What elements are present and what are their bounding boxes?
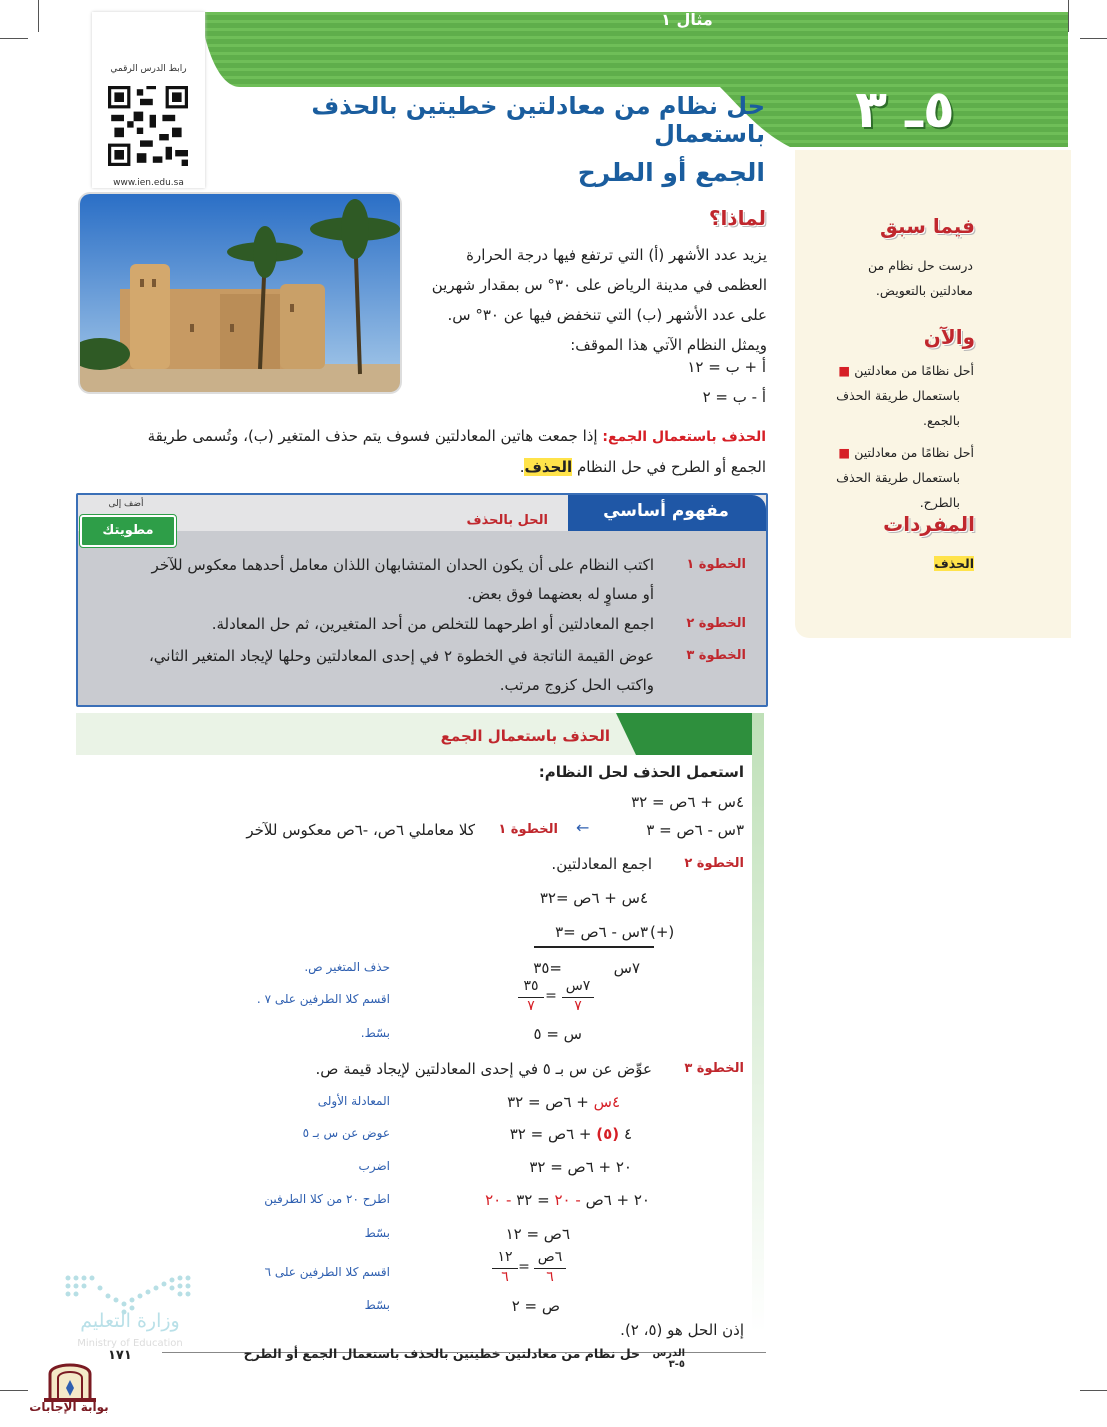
elimination-term[interactable]: الحذف bbox=[524, 458, 573, 476]
why-line: ويمثل النظام الآتي هذا الموقف: bbox=[570, 336, 767, 354]
addition-line-2: ٣س - ٦ص =٣ bbox=[555, 923, 648, 941]
gateway-name: بوابة الإجابات bbox=[29, 1400, 109, 1414]
concept-step-line: واكتب الحل كزوج مرتب. bbox=[499, 676, 654, 694]
elimination-paragraph bbox=[74, 421, 766, 482]
lesson-subtitle: الجمع أو الطرح bbox=[577, 158, 765, 187]
note-simplify-2: بسّط bbox=[364, 1226, 390, 1240]
fraction-numerator: ٣٥ bbox=[523, 978, 539, 994]
addition-line-1: ٤س + ٦ص =٣٢ bbox=[539, 889, 648, 907]
elimination-heading: الحذف باستعمال الجمع: bbox=[602, 429, 766, 445]
crop-mark bbox=[1068, 0, 1069, 32]
substitution-rest: + ٦ص = ٣٢ bbox=[509, 1125, 592, 1143]
before-text bbox=[820, 253, 973, 303]
now-item-line: بالجمع. bbox=[922, 413, 960, 428]
example-step-3-label: الخطوة ٣ bbox=[684, 1061, 744, 1076]
vocab-item[interactable]: الحذف bbox=[934, 556, 974, 571]
system-equation-1: ٤س + ٦ص = ٣٢ bbox=[631, 793, 744, 811]
vocab-heading: المفردات bbox=[883, 512, 975, 536]
why-paragraph bbox=[405, 240, 767, 360]
before-text-line: درست حل نظام من bbox=[868, 258, 973, 273]
fraction-numerator: ٦ص bbox=[537, 1249, 563, 1265]
ministry-name: وزارة التعليم bbox=[80, 1310, 180, 1332]
concept-step-3-label: الخطوة ٣ bbox=[686, 648, 746, 663]
qr-label: رابط الدرس الرقمي bbox=[110, 64, 187, 74]
fraction-numerator: ١٢ bbox=[497, 1249, 513, 1265]
add-to-label: أضف إلى bbox=[108, 499, 144, 509]
fraction-denominator: ٧ bbox=[574, 998, 582, 1014]
equals-sign: = bbox=[545, 988, 557, 1004]
note-substitute: عوض عن س بـ ٥ bbox=[302, 1126, 390, 1140]
sum-left: ٧س bbox=[613, 959, 640, 977]
ministry-name-en: Ministry of Education bbox=[77, 1338, 183, 1349]
substitution-coef: ٤ bbox=[623, 1125, 632, 1143]
note-divide-6: اقسم كلا الطرفين على ٦ bbox=[264, 1265, 390, 1279]
now-item-line: باستعمال طريقة الحذف bbox=[836, 470, 960, 485]
highlight-term: (٥) bbox=[596, 1125, 620, 1143]
ministry-logo-icon bbox=[60, 1250, 210, 1350]
page-number: ١٧١ bbox=[108, 1348, 132, 1363]
crop-mark bbox=[0, 38, 28, 39]
highlight-term: ٤س bbox=[593, 1093, 620, 1111]
sum-right: =٣٥ bbox=[533, 959, 562, 977]
elimination-text: الجمع أو الطرح في حل النظام bbox=[576, 458, 766, 476]
example-step-2-text: اجمع المعادلتين. bbox=[551, 855, 652, 873]
substitution-line-2 bbox=[460, 1122, 632, 1146]
qr-url[interactable]: www.ien.edu.sa bbox=[113, 178, 184, 188]
note-simplify-3: بسّط bbox=[364, 1298, 390, 1312]
lesson-number: ٥ـ ٣ bbox=[855, 80, 955, 140]
highlight-term: - ٢٠ bbox=[485, 1191, 512, 1209]
concept-step-line: اكتب النظام على أن يكون الحدان المتشابهان اللذان معامل أحدهما معكوس للآخر bbox=[151, 556, 654, 574]
example-side-bar bbox=[752, 713, 764, 1333]
concept-step-2-label: الخطوة ٢ bbox=[686, 616, 746, 631]
concept-step-3-text bbox=[88, 642, 654, 700]
concept-step-1-label: الخطوة ١ bbox=[686, 557, 746, 572]
crop-mark bbox=[1080, 38, 1107, 39]
key-concept-box bbox=[76, 493, 768, 707]
before-text-line: معادلتين بالتعويض. bbox=[875, 283, 973, 298]
now-item-line: باستعمال طريقة الحذف bbox=[836, 388, 960, 403]
qr-box bbox=[92, 12, 205, 188]
now-item-line: أحل نظامًا من معادلتين bbox=[854, 445, 974, 460]
elimination-end: . bbox=[519, 458, 525, 476]
fort-photo bbox=[78, 192, 402, 394]
why-heading: لماذا؟ bbox=[708, 206, 766, 230]
fraction-denominator: ٦ bbox=[501, 1269, 509, 1285]
concept-step-line: عوض القيمة الناتجة في الخطوة ٢ في إحدى المعادلتين وحلها لإيجاد المتغير الثاني، bbox=[148, 647, 654, 665]
example-step-2-label: الخطوة ٢ bbox=[684, 856, 744, 871]
note-multiply: اضرب bbox=[358, 1159, 390, 1173]
bullet-icon: ■ bbox=[838, 445, 851, 460]
crop-mark bbox=[0, 1390, 28, 1391]
substitution-line-3: ٢٠ + ٦ص = ٣٢ bbox=[529, 1158, 632, 1176]
note-subtract: اطرح ٢٠ من كلا الطرفين bbox=[264, 1192, 390, 1206]
why-line: يزيد عدد الأشهر (أ) التي ترتفع فيها درجة الحرارة bbox=[466, 246, 767, 264]
now-item-line: بالطرح. bbox=[919, 495, 960, 510]
key-concept-name: الحل بالحذف bbox=[466, 513, 548, 528]
note-divide: اقسم كلا الطرفين على ٧ . bbox=[256, 992, 390, 1006]
arrow-icon: ← bbox=[576, 818, 590, 837]
concept-step-line: أو مساوٍ له بعضهما فوق بعض. bbox=[467, 585, 654, 603]
substitution-line-4 bbox=[430, 1188, 650, 1212]
substitution-line-1 bbox=[460, 1090, 620, 1114]
example-step-1-text: كلا معاملي ٦ص، -٦ص معكوس للآخر bbox=[246, 821, 475, 839]
why-line: العظمى في مدينة الرياض على ٣٠° س بمقدار شهرين bbox=[431, 276, 767, 294]
example-intro: استعمل الحذف لحل النظام: bbox=[538, 763, 744, 781]
fraction-denominator: ٦ bbox=[546, 1269, 554, 1285]
now-item-2 bbox=[806, 440, 974, 515]
equals-sign: = bbox=[518, 1259, 530, 1275]
concept-step-2-text bbox=[98, 610, 654, 639]
now-item-line: أحل نظامًا من معادلتين bbox=[854, 363, 974, 378]
lesson-title: حل نظام من معادلتين خطيتين بالحذف باستعمال bbox=[311, 92, 765, 148]
vocab-list bbox=[900, 553, 974, 572]
concept-step-line: اجمع المعادلتين أو اطرحهما للتخلص من أحد المتغيرين، ثم حل المعادلة. bbox=[211, 615, 654, 633]
footer-title: حل نظام من معادلتين خطيتين بالحذف باستعمال الجمع أو الطرح bbox=[243, 1346, 640, 1361]
example-step-1-label: الخطوة ١ bbox=[498, 822, 558, 837]
addition-operator: (+) bbox=[650, 923, 675, 941]
fraction-denominator: ٧ bbox=[527, 998, 535, 1014]
note-eliminate: حذف المتغير ص. bbox=[304, 960, 390, 974]
substitution-part: = ٣٢ bbox=[516, 1191, 550, 1209]
note-simplify: بسّط. bbox=[360, 1026, 390, 1040]
result-x: س = ٥ bbox=[533, 1025, 582, 1043]
example-step-3-text: عوِّض عن س بـ ٥ في إحدى المعادلتين لإيجاد قيمة ص. bbox=[315, 1060, 652, 1078]
before-heading: فيما سبق bbox=[880, 214, 975, 238]
bullet-icon: ■ bbox=[838, 363, 851, 378]
crop-mark bbox=[38, 0, 39, 32]
example-conclusion: إذن الحل هو (٥، ٢). bbox=[620, 1321, 744, 1339]
note-first-equation: المعادلة الأولى bbox=[317, 1094, 390, 1108]
sum-rule bbox=[534, 946, 654, 948]
why-line: على عدد الأشهر (ب) التي تنخفض فيها عن ٣٠° س. bbox=[447, 306, 767, 324]
highlight-term: - ٢٠ bbox=[554, 1191, 581, 1209]
crop-mark bbox=[1080, 1390, 1107, 1391]
substitution-part: ٢٠ + ٦ص bbox=[585, 1191, 650, 1209]
footer-lesson: الدرس ٥-٣ bbox=[652, 1348, 685, 1370]
qr-code-icon[interactable] bbox=[108, 86, 188, 166]
example-title: الحذف باستعمال الجمع bbox=[440, 727, 610, 745]
system-equation-2: ٣س - ٦ص = ٣ bbox=[646, 821, 744, 839]
substitution-rest: + ٦ص = ٣٢ bbox=[507, 1093, 589, 1111]
result-y: ص = ٢ bbox=[511, 1297, 560, 1315]
now-item-1 bbox=[806, 358, 974, 433]
fraction-numerator: ٧س bbox=[565, 978, 591, 994]
example-number: مثال ١ bbox=[661, 10, 713, 29]
key-concept-label: مفهوم أساسي bbox=[603, 501, 729, 521]
substitution-line-5: ٦ص = ١٢ bbox=[505, 1225, 570, 1243]
foldable-button[interactable]: مطويتك bbox=[80, 515, 176, 547]
why-equation-1: أ + ب = ١٢ bbox=[687, 358, 766, 376]
why-equation-2: أ - ب = ٢ bbox=[702, 388, 766, 406]
concept-step-1-text bbox=[98, 551, 654, 609]
elimination-text: إذا جمعت هاتين المعادلتين فسوف يتم حذف المتغير (ب)، وتُسمى طريقة bbox=[147, 427, 598, 445]
now-heading: والآن bbox=[923, 325, 975, 349]
